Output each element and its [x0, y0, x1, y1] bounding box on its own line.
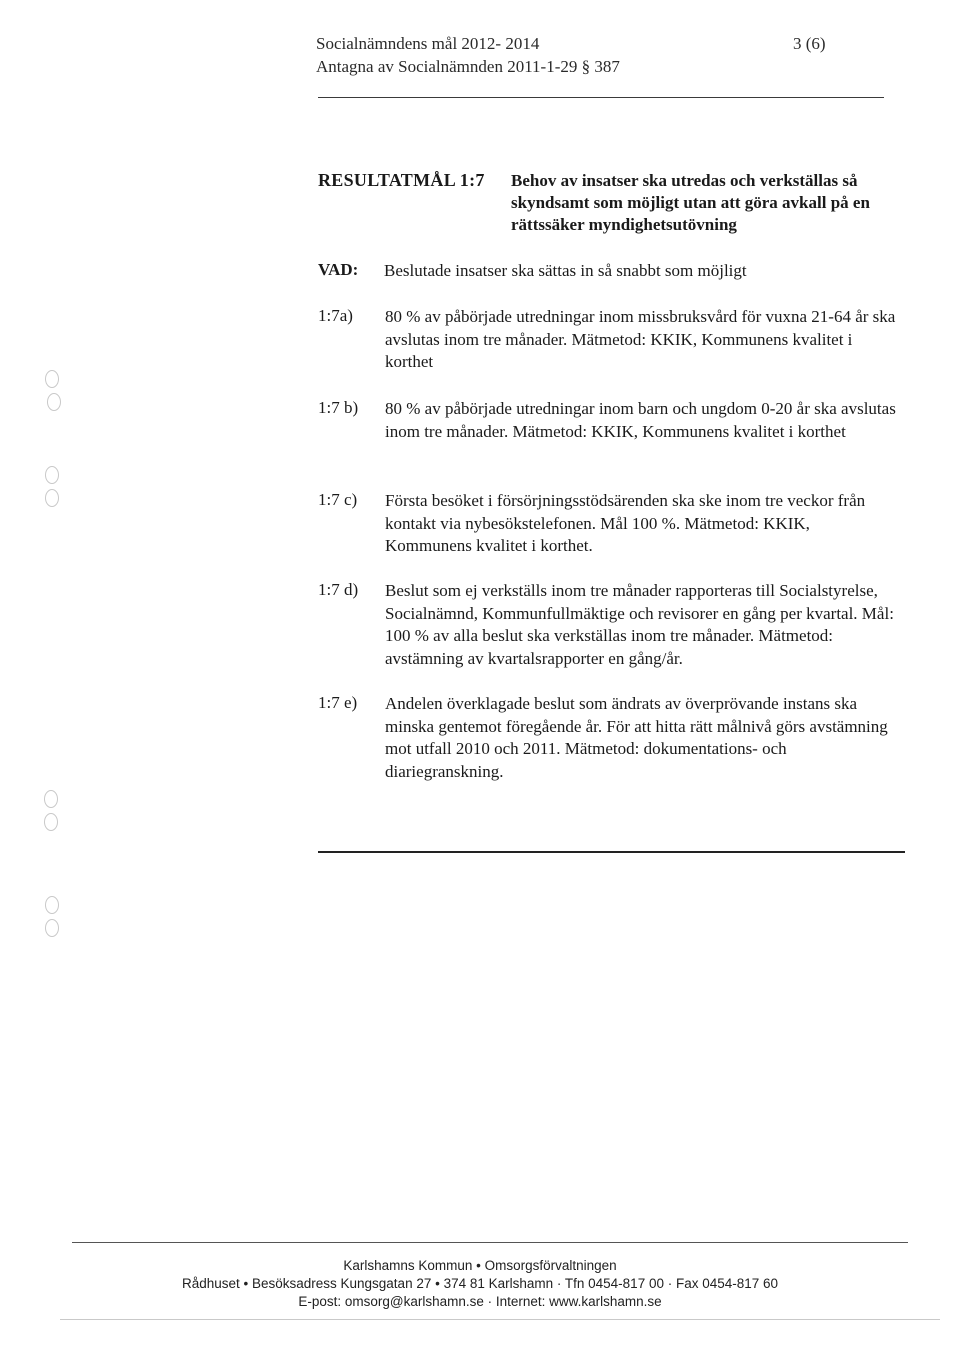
page-number: 3 (6) [793, 34, 826, 53]
goal-title: Behov av insatser ska utredas och verkställas så skyndsamt som möjligt utan att göra avkall på en rättssäker myndighetsutövning [511, 171, 870, 234]
vad-text: Beslutade insatser ska sättas in så snabbt som möjligt [384, 261, 747, 280]
item-text: Beslut som ej verkställs inom tre månader rapporteras till Socialstyrelse, Socialnämnd, Kommunfullmäktige och revisorer en gång per kvartal. Mål: 100 % av alla beslut ska verkställas inom tre månader. Mätmetod: avstämning av kvartalsrapporter en gång/år. [385, 581, 894, 668]
punch-hole-icon [44, 790, 58, 808]
footer-address: Rådhuset • Besöksadress Kungsgatan 27 • 374 81 Karlshamn · Tfn 0454-817 00 · Fax 0454-817 60 [181, 1276, 779, 1291]
vad-label: VAD: [318, 260, 359, 279]
punch-hole-icon [45, 919, 59, 937]
item-text: 80 % av påbörjade utredningar inom missbruksvård för vuxna 21-64 år ska avslutas inom tre månader. Mätmetod: KKIK, Kommunens kvalitet i korthet [385, 307, 896, 371]
punch-hole-icon [45, 370, 59, 388]
punch-hole-icon [45, 896, 59, 914]
content-divider [318, 851, 905, 853]
punch-hole-icon [45, 489, 59, 507]
footer-contact: E-post: omsorg@karlshamn.se · Internet: www.karlshamn.se [298, 1294, 662, 1309]
header-adoption: Antagna av Socialnämnden 2011-1-29 § 387 [316, 57, 620, 76]
item-label: 1:7 e) [318, 693, 358, 712]
footer-bottom-divider [60, 1319, 940, 1320]
item-label: 1:7 d) [318, 580, 359, 599]
footer-divider [72, 1242, 908, 1243]
item-label: 1:7a) [318, 306, 353, 325]
punch-hole-icon [47, 393, 61, 411]
item-text: Andelen överklagade beslut som ändrats av överprövande instans ska minska gentemot föregående år. För att hitta rätt målnivå görs avstämning mot utfall 2010 och 2011. Mätmetod: dokumentations- och diariegranskning. [385, 694, 888, 781]
header-divider [318, 97, 884, 98]
goal-label: RESULTATMÅL 1:7 [318, 170, 485, 190]
item-label: 1:7 c) [318, 490, 358, 509]
item-text: Första besöket i försörjningsstödsärenden ska ske inom tre veckor från kontakt via nybesökstelefonen. Mål 100 %. Mätmetod: KKIK, Kommunens kvalitet i korthet. [385, 491, 866, 555]
footer-organization: Karlshamns Kommun • Omsorgsförvaltningen [343, 1258, 617, 1273]
header-title: Socialnämndens mål 2012- 2014 [316, 34, 540, 53]
punch-hole-icon [45, 466, 59, 484]
punch-hole-icon [44, 813, 58, 831]
item-label: 1:7 b) [318, 398, 359, 417]
item-text: 80 % av påbörjade utredningar inom barn och ungdom 0-20 år ska avslutas inom tre månader. Mätmetod: KKIK, Kommunens kvalitet i korthet [385, 399, 896, 441]
